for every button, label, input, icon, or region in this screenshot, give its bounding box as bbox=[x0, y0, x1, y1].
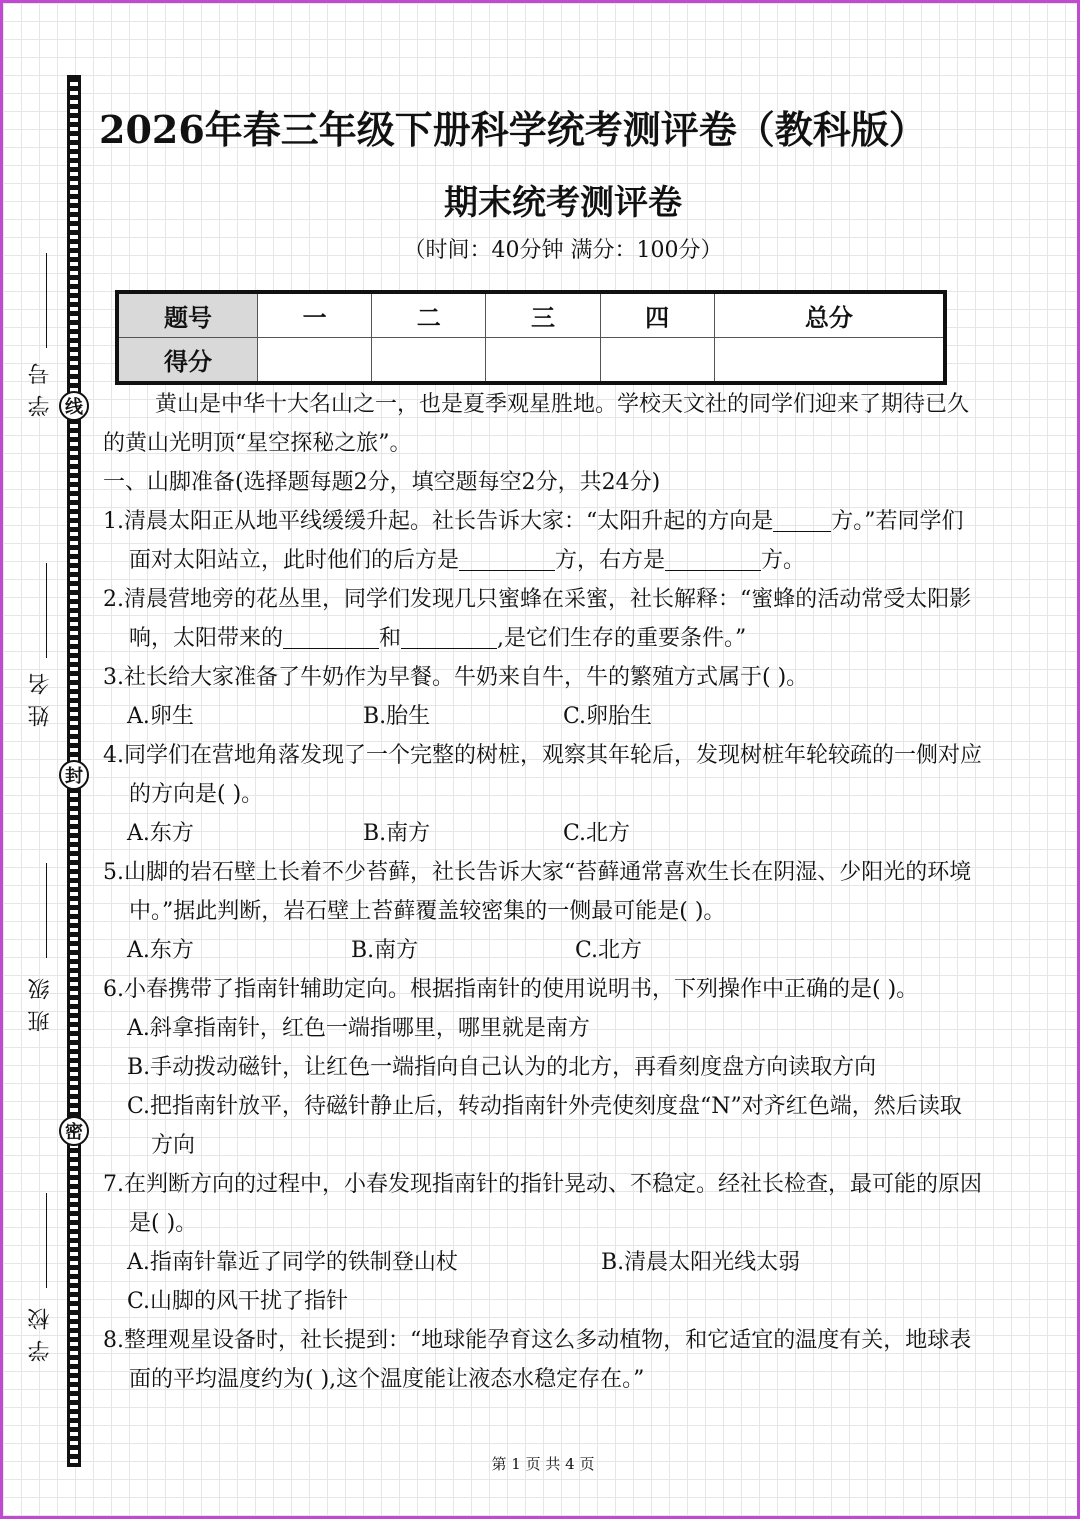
option: B.清晨太阳光线太弱 bbox=[601, 1250, 801, 1275]
seal-char-feng: 封 bbox=[59, 760, 89, 790]
question-1 bbox=[103, 502, 983, 580]
question-text: ,是它们生存的重要条件。” bbox=[497, 626, 747, 651]
score-table-header-row bbox=[117, 292, 945, 338]
option: B.手动拨动磁针，让红色一端指向自己认为的北方，再看刻度盘方向读取方向 bbox=[127, 1055, 877, 1080]
question-7: 7.在判断方向的过程中，小春发现指南针的指针晃动、不稳定。经社长检查，最可能的原因是( )。 bbox=[103, 1172, 982, 1236]
section-heading: 一、山脚准备(选择题每题2分，填空题每空2分，共24分) bbox=[103, 470, 661, 495]
score-table-cell: 总分 bbox=[714, 292, 945, 338]
question-2 bbox=[103, 580, 983, 658]
question-7-options bbox=[103, 1243, 983, 1282]
page-footer: 第 1 页 共 4 页 bbox=[491, 1455, 595, 1473]
question-3-options bbox=[103, 697, 983, 736]
question-5-options bbox=[103, 931, 983, 970]
question-6: 6.小春携带了指南针辅助定向。根据指南针的使用说明书，下列操作中正确的是( )。 bbox=[103, 977, 919, 1002]
score-row-label: 得分 bbox=[117, 338, 258, 384]
question-8: 8.整理观星设备时，社长提到：“地球能孕育这么多动植物，和它适宜的温度有关，地球表面的平均温度约为( ),这个温度能让液态水稳定存在。” bbox=[103, 1328, 972, 1392]
intro-paragraph: 黄山是中华十大名山之一，也是夏季观星胜地。学校天文社的同学们迎来了期待已久的黄山光明顶“星空探秘之旅”。 bbox=[103, 392, 970, 456]
student-id-line bbox=[46, 253, 47, 348]
name-line bbox=[46, 563, 47, 658]
score-table-cell: 一 bbox=[258, 292, 372, 338]
option: C.卵胎生 bbox=[563, 704, 653, 729]
exam-content bbox=[103, 385, 983, 1399]
class-label: 班级 bbox=[28, 968, 53, 1032]
option: A.东方 bbox=[127, 938, 194, 963]
exam-time-score: （时间：40分钟 满分：100分） bbox=[403, 238, 723, 263]
school-label: 学校 bbox=[28, 1298, 53, 1362]
option: A.斜拿指南针，红色一端指哪里，哪里就是南方 bbox=[127, 1016, 590, 1041]
seal-char-xian: 线 bbox=[59, 391, 89, 421]
option: A.东方 bbox=[127, 821, 194, 846]
option: A.指南针靠近了同学的铁制登山杖 bbox=[127, 1250, 458, 1275]
question-5: 5.山脚的岩石壁上长着不少苔藓，社长告诉大家“苔藓通常喜欢生长在阴湿、少阳光的环境中。”据此判断，岩石壁上苔藓覆盖较密集的一侧最可能是( )。 bbox=[103, 860, 972, 924]
option: C.北方 bbox=[563, 821, 631, 846]
option: C.北方 bbox=[575, 938, 643, 963]
answer-blank bbox=[459, 548, 555, 571]
score-table-cell: 四 bbox=[600, 292, 714, 338]
score-table-score-row bbox=[117, 338, 945, 384]
option: A.卵生 bbox=[127, 704, 194, 729]
score-cell bbox=[372, 338, 486, 384]
answer-blank bbox=[401, 626, 497, 649]
name-label: 姓名 bbox=[28, 663, 53, 727]
score-cell bbox=[486, 338, 600, 384]
option: B.南方 bbox=[363, 821, 431, 846]
school-line bbox=[46, 1193, 47, 1288]
option: C.山脚的风干扰了指针 bbox=[127, 1289, 349, 1314]
question-4-options bbox=[103, 814, 983, 853]
score-table bbox=[115, 290, 947, 385]
class-line bbox=[46, 863, 47, 958]
question-text: 和 bbox=[379, 626, 402, 651]
score-table-cell: 三 bbox=[486, 292, 600, 338]
seal-char-mi: 密 bbox=[59, 1116, 89, 1146]
exam-title: 2026年春三年级下册科学统考测评卷（教科版） bbox=[99, 107, 927, 152]
score-cell bbox=[714, 338, 945, 384]
score-table-cell: 二 bbox=[372, 292, 486, 338]
answer-blank bbox=[773, 509, 831, 532]
option: B.南方 bbox=[351, 938, 419, 963]
option: B.胎生 bbox=[363, 704, 431, 729]
question-text: 1.清晨太阳正从地平线缓缓升起。社长告诉大家：“太阳升起的方向是 bbox=[103, 509, 774, 534]
score-table-cell: 题号 bbox=[117, 292, 258, 338]
question-4: 4.同学们在营地角落发现了一个完整的树桩，观察其年轮后，发现树桩年轮较疏的一侧对应的方向是( )。 bbox=[103, 743, 982, 807]
answer-blank bbox=[283, 626, 379, 649]
student-id-label: 学号 bbox=[28, 353, 53, 417]
option: C.把指南针放平，待磁针静止后，转动指南针外壳使刻度盘“N”对齐红色端，然后读取方向 bbox=[127, 1094, 962, 1158]
question-text: 方。”若同学们面对太阳站立，此时他们的后方是 bbox=[129, 509, 964, 573]
question-text: 方。 bbox=[761, 548, 806, 573]
question-text: 方，右方是 bbox=[555, 548, 666, 573]
answer-blank bbox=[665, 548, 761, 571]
exam-subtitle: 期末统考测评卷 bbox=[444, 183, 682, 223]
question-text: 2.清晨营地旁的花丛里，同学们发现几只蜜蜂在采蜜，社长解释：“蜜蜂的活动常受太阳影响，太阳带来的 bbox=[103, 587, 972, 651]
question-3: 3.社长给大家准备了牛奶作为早餐。牛奶来自牛，牛的繁殖方式属于( )。 bbox=[103, 665, 809, 690]
score-cell bbox=[600, 338, 714, 384]
score-cell bbox=[258, 338, 372, 384]
